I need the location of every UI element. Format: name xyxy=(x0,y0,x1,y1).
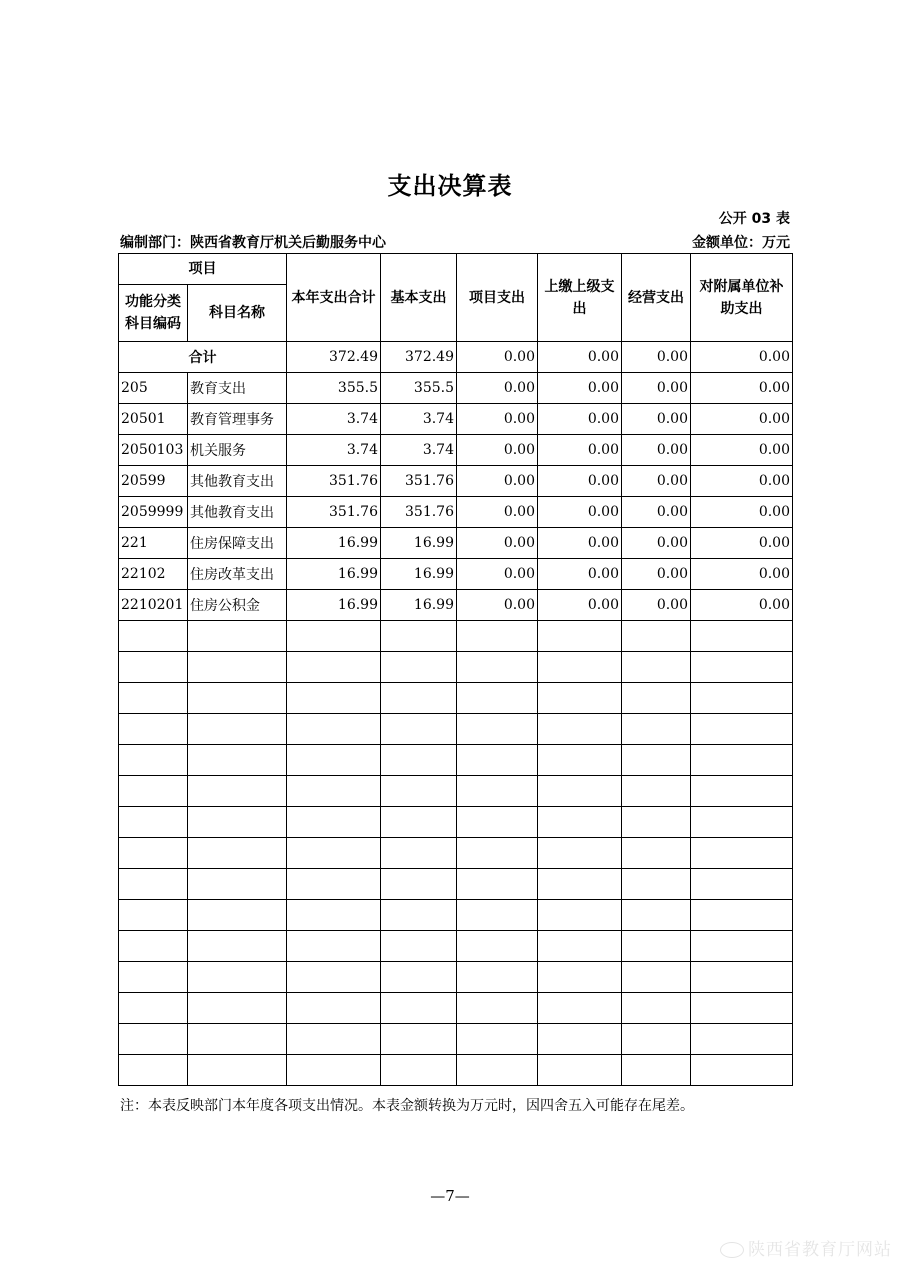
row-value: 0.00 xyxy=(457,528,538,559)
empty-cell xyxy=(381,714,457,745)
empty-cell xyxy=(622,745,691,776)
empty-cell xyxy=(188,621,287,652)
row-value: 3.74 xyxy=(381,435,457,466)
row-value: 0.00 xyxy=(457,404,538,435)
header-business: 经营支出 xyxy=(622,254,691,342)
header-subsidy: 对附属单位补助支出 xyxy=(691,254,793,342)
empty-cell xyxy=(381,745,457,776)
row-name: 住房公积金 xyxy=(188,590,287,621)
unit-label: 金额单位：万元 xyxy=(692,235,790,251)
empty-cell xyxy=(188,869,287,900)
row-value: 0.00 xyxy=(457,373,538,404)
watermark xyxy=(720,1235,892,1260)
row-value: 351.76 xyxy=(287,466,381,497)
empty-cell xyxy=(457,807,538,838)
table-row xyxy=(119,435,793,466)
table-row xyxy=(119,466,793,497)
row-value: 16.99 xyxy=(287,559,381,590)
empty-cell xyxy=(691,900,793,931)
header-upper: 上缴上级支出 xyxy=(538,254,622,342)
row-name: 机关服务 xyxy=(188,435,287,466)
row-value: 3.74 xyxy=(287,404,381,435)
header-func-code: 功能分类科目编码 xyxy=(119,285,188,342)
total-cell: 0.00 xyxy=(622,342,691,373)
empty-row xyxy=(119,1024,793,1055)
empty-cell xyxy=(457,1055,538,1086)
empty-cell xyxy=(538,1024,622,1055)
empty-cell xyxy=(119,776,188,807)
footnote: 注：本表反映部门本年度各项支出情况。本表金额转换为万元时，因四舍五入可能存在尾差。 xyxy=(120,1098,694,1114)
empty-row xyxy=(119,869,793,900)
empty-cell xyxy=(457,900,538,931)
table-row xyxy=(119,404,793,435)
row-code: 2050103 xyxy=(119,435,188,466)
empty-cell xyxy=(691,838,793,869)
empty-row xyxy=(119,776,793,807)
table-row xyxy=(119,373,793,404)
empty-row xyxy=(119,838,793,869)
empty-cell xyxy=(381,621,457,652)
empty-row xyxy=(119,931,793,962)
row-value: 351.76 xyxy=(381,497,457,528)
table-row xyxy=(119,559,793,590)
empty-cell xyxy=(119,652,188,683)
row-code: 20501 xyxy=(119,404,188,435)
empty-cell xyxy=(538,931,622,962)
empty-row xyxy=(119,900,793,931)
row-code: 2059999 xyxy=(119,497,188,528)
empty-row xyxy=(119,683,793,714)
header-subject-name: 科目名称 xyxy=(188,285,287,342)
empty-cell xyxy=(119,931,188,962)
total-cell: 0.00 xyxy=(457,342,538,373)
page-title: 支出决算表 xyxy=(387,172,513,200)
empty-cell xyxy=(622,621,691,652)
total-cell: 372.49 xyxy=(287,342,381,373)
empty-cell xyxy=(622,1024,691,1055)
empty-cell xyxy=(188,714,287,745)
empty-cell xyxy=(381,1024,457,1055)
watermark-text: 陕西省教育厅网站 xyxy=(748,1240,892,1260)
empty-cell xyxy=(119,683,188,714)
empty-cell xyxy=(381,776,457,807)
empty-cell xyxy=(538,776,622,807)
row-value: 3.74 xyxy=(287,435,381,466)
table-row xyxy=(119,497,793,528)
row-value: 0.00 xyxy=(622,559,691,590)
row-value: 0.00 xyxy=(538,466,622,497)
empty-cell xyxy=(457,993,538,1024)
empty-row xyxy=(119,1055,793,1086)
row-value: 0.00 xyxy=(691,528,793,559)
empty-cell xyxy=(287,838,381,869)
empty-cell xyxy=(287,714,381,745)
row-value: 355.5 xyxy=(381,373,457,404)
empty-cell xyxy=(691,931,793,962)
empty-cell xyxy=(287,1055,381,1086)
row-value: 16.99 xyxy=(381,559,457,590)
watermark-logo-icon xyxy=(720,1242,744,1258)
empty-cell xyxy=(622,962,691,993)
row-value: 0.00 xyxy=(691,559,793,590)
row-value: 351.76 xyxy=(287,497,381,528)
empty-cell xyxy=(691,652,793,683)
table-id: 公开 03 表 xyxy=(718,211,790,227)
empty-cell xyxy=(622,683,691,714)
empty-cell xyxy=(691,1024,793,1055)
empty-row xyxy=(119,993,793,1024)
empty-cell xyxy=(457,962,538,993)
empty-cell xyxy=(538,714,622,745)
table-row xyxy=(119,590,793,621)
row-value: 0.00 xyxy=(622,435,691,466)
empty-cell xyxy=(119,621,188,652)
empty-cell xyxy=(457,838,538,869)
empty-cell xyxy=(188,993,287,1024)
empty-cell xyxy=(287,993,381,1024)
empty-cell xyxy=(119,1024,188,1055)
row-value: 0.00 xyxy=(622,404,691,435)
row-value: 0.00 xyxy=(457,559,538,590)
empty-cell xyxy=(622,714,691,745)
empty-cell xyxy=(287,807,381,838)
empty-cell xyxy=(287,962,381,993)
row-name: 教育管理事务 xyxy=(188,404,287,435)
empty-cell xyxy=(188,776,287,807)
empty-cell xyxy=(622,869,691,900)
empty-cell xyxy=(287,776,381,807)
empty-cell xyxy=(622,838,691,869)
empty-cell xyxy=(381,993,457,1024)
empty-row xyxy=(119,962,793,993)
empty-cell xyxy=(119,993,188,1024)
row-name: 住房改革支出 xyxy=(188,559,287,590)
header-item: 项目 xyxy=(119,254,287,285)
header-basic: 基本支出 xyxy=(381,254,457,342)
row-value: 0.00 xyxy=(457,497,538,528)
empty-cell xyxy=(538,993,622,1024)
empty-cell xyxy=(622,993,691,1024)
row-value: 0.00 xyxy=(457,590,538,621)
table-row xyxy=(119,528,793,559)
row-value: 0.00 xyxy=(691,466,793,497)
row-value: 0.00 xyxy=(691,435,793,466)
empty-cell xyxy=(691,962,793,993)
expenditure-table xyxy=(118,253,793,1086)
row-value: 16.99 xyxy=(381,528,457,559)
empty-cell xyxy=(188,745,287,776)
empty-cell xyxy=(691,683,793,714)
empty-cell xyxy=(119,869,188,900)
empty-cell xyxy=(287,683,381,714)
empty-cell xyxy=(381,652,457,683)
empty-cell xyxy=(381,838,457,869)
row-value: 0.00 xyxy=(538,373,622,404)
empty-cell xyxy=(538,838,622,869)
empty-cell xyxy=(691,993,793,1024)
row-value: 0.00 xyxy=(538,497,622,528)
empty-cell xyxy=(538,962,622,993)
empty-cell xyxy=(622,652,691,683)
header-row xyxy=(119,254,793,285)
row-value: 16.99 xyxy=(381,590,457,621)
empty-cell xyxy=(457,621,538,652)
row-value: 0.00 xyxy=(538,528,622,559)
row-code: 205 xyxy=(119,373,188,404)
empty-cell xyxy=(691,621,793,652)
empty-cell xyxy=(457,745,538,776)
empty-cell xyxy=(188,683,287,714)
empty-cell xyxy=(119,714,188,745)
empty-cell xyxy=(381,807,457,838)
empty-cell xyxy=(691,776,793,807)
empty-cell xyxy=(457,869,538,900)
page-number: —7— xyxy=(430,1187,470,1205)
empty-cell xyxy=(622,1055,691,1086)
empty-cell xyxy=(691,745,793,776)
row-code: 221 xyxy=(119,528,188,559)
row-value: 0.00 xyxy=(622,466,691,497)
empty-cell xyxy=(287,931,381,962)
empty-cell xyxy=(457,776,538,807)
empty-cell xyxy=(381,962,457,993)
empty-cell xyxy=(381,1055,457,1086)
row-value: 0.00 xyxy=(691,404,793,435)
row-code: 20599 xyxy=(119,466,188,497)
empty-cell xyxy=(622,900,691,931)
empty-cell xyxy=(538,621,622,652)
empty-row xyxy=(119,807,793,838)
empty-cell xyxy=(119,807,188,838)
row-code: 2210201 xyxy=(119,590,188,621)
empty-cell xyxy=(287,621,381,652)
row-value: 0.00 xyxy=(691,590,793,621)
empty-cell xyxy=(188,931,287,962)
row-value: 0.00 xyxy=(622,373,691,404)
empty-cell xyxy=(691,714,793,745)
empty-cell xyxy=(538,1055,622,1086)
empty-row xyxy=(119,745,793,776)
empty-cell xyxy=(287,1024,381,1055)
row-value: 0.00 xyxy=(622,528,691,559)
row-value: 0.00 xyxy=(457,435,538,466)
row-value: 16.99 xyxy=(287,590,381,621)
empty-cell xyxy=(188,1055,287,1086)
row-value: 351.76 xyxy=(381,466,457,497)
empty-cell xyxy=(538,652,622,683)
row-value: 0.00 xyxy=(622,497,691,528)
empty-cell xyxy=(188,652,287,683)
empty-cell xyxy=(691,869,793,900)
total-cell: 0.00 xyxy=(691,342,793,373)
empty-cell xyxy=(622,776,691,807)
empty-cell xyxy=(381,931,457,962)
empty-cell xyxy=(119,1055,188,1086)
empty-cell xyxy=(691,807,793,838)
row-value: 16.99 xyxy=(287,528,381,559)
empty-cell xyxy=(538,807,622,838)
empty-cell xyxy=(287,900,381,931)
empty-cell xyxy=(457,683,538,714)
row-name: 其他教育支出 xyxy=(188,466,287,497)
empty-row xyxy=(119,621,793,652)
empty-cell xyxy=(381,683,457,714)
empty-cell xyxy=(287,869,381,900)
header-project: 项目支出 xyxy=(457,254,538,342)
empty-cell xyxy=(119,900,188,931)
row-value: 0.00 xyxy=(538,435,622,466)
row-name: 教育支出 xyxy=(188,373,287,404)
empty-cell xyxy=(538,745,622,776)
empty-cell xyxy=(381,869,457,900)
total-label: 合计 xyxy=(119,342,287,373)
empty-cell xyxy=(119,962,188,993)
empty-cell xyxy=(457,931,538,962)
empty-cell xyxy=(457,652,538,683)
department-label: 编制部门：陕西省教育厅机关后勤服务中心 xyxy=(120,235,386,251)
row-value: 0.00 xyxy=(538,590,622,621)
total-cell: 372.49 xyxy=(381,342,457,373)
row-name: 其他教育支出 xyxy=(188,497,287,528)
row-value: 0.00 xyxy=(457,466,538,497)
empty-cell xyxy=(622,807,691,838)
empty-cell xyxy=(119,838,188,869)
empty-cell xyxy=(188,900,287,931)
empty-cell xyxy=(188,1024,287,1055)
row-value: 0.00 xyxy=(691,373,793,404)
row-value: 355.5 xyxy=(287,373,381,404)
empty-cell xyxy=(538,900,622,931)
empty-cell xyxy=(381,900,457,931)
row-name: 住房保障支出 xyxy=(188,528,287,559)
empty-cell xyxy=(457,714,538,745)
empty-cell xyxy=(188,838,287,869)
empty-cell xyxy=(287,745,381,776)
total-row xyxy=(119,342,793,373)
empty-row xyxy=(119,652,793,683)
row-value: 3.74 xyxy=(381,404,457,435)
header-total: 本年支出合计 xyxy=(287,254,381,342)
empty-cell xyxy=(287,652,381,683)
row-code: 22102 xyxy=(119,559,188,590)
empty-cell xyxy=(188,807,287,838)
empty-row xyxy=(119,714,793,745)
row-value: 0.00 xyxy=(538,404,622,435)
empty-cell xyxy=(691,1055,793,1086)
empty-cell xyxy=(622,931,691,962)
empty-cell xyxy=(538,869,622,900)
row-value: 0.00 xyxy=(622,590,691,621)
empty-cell xyxy=(119,745,188,776)
total-cell: 0.00 xyxy=(538,342,622,373)
row-value: 0.00 xyxy=(538,559,622,590)
empty-cell xyxy=(188,962,287,993)
empty-cell xyxy=(457,1024,538,1055)
row-value: 0.00 xyxy=(691,497,793,528)
empty-cell xyxy=(538,683,622,714)
